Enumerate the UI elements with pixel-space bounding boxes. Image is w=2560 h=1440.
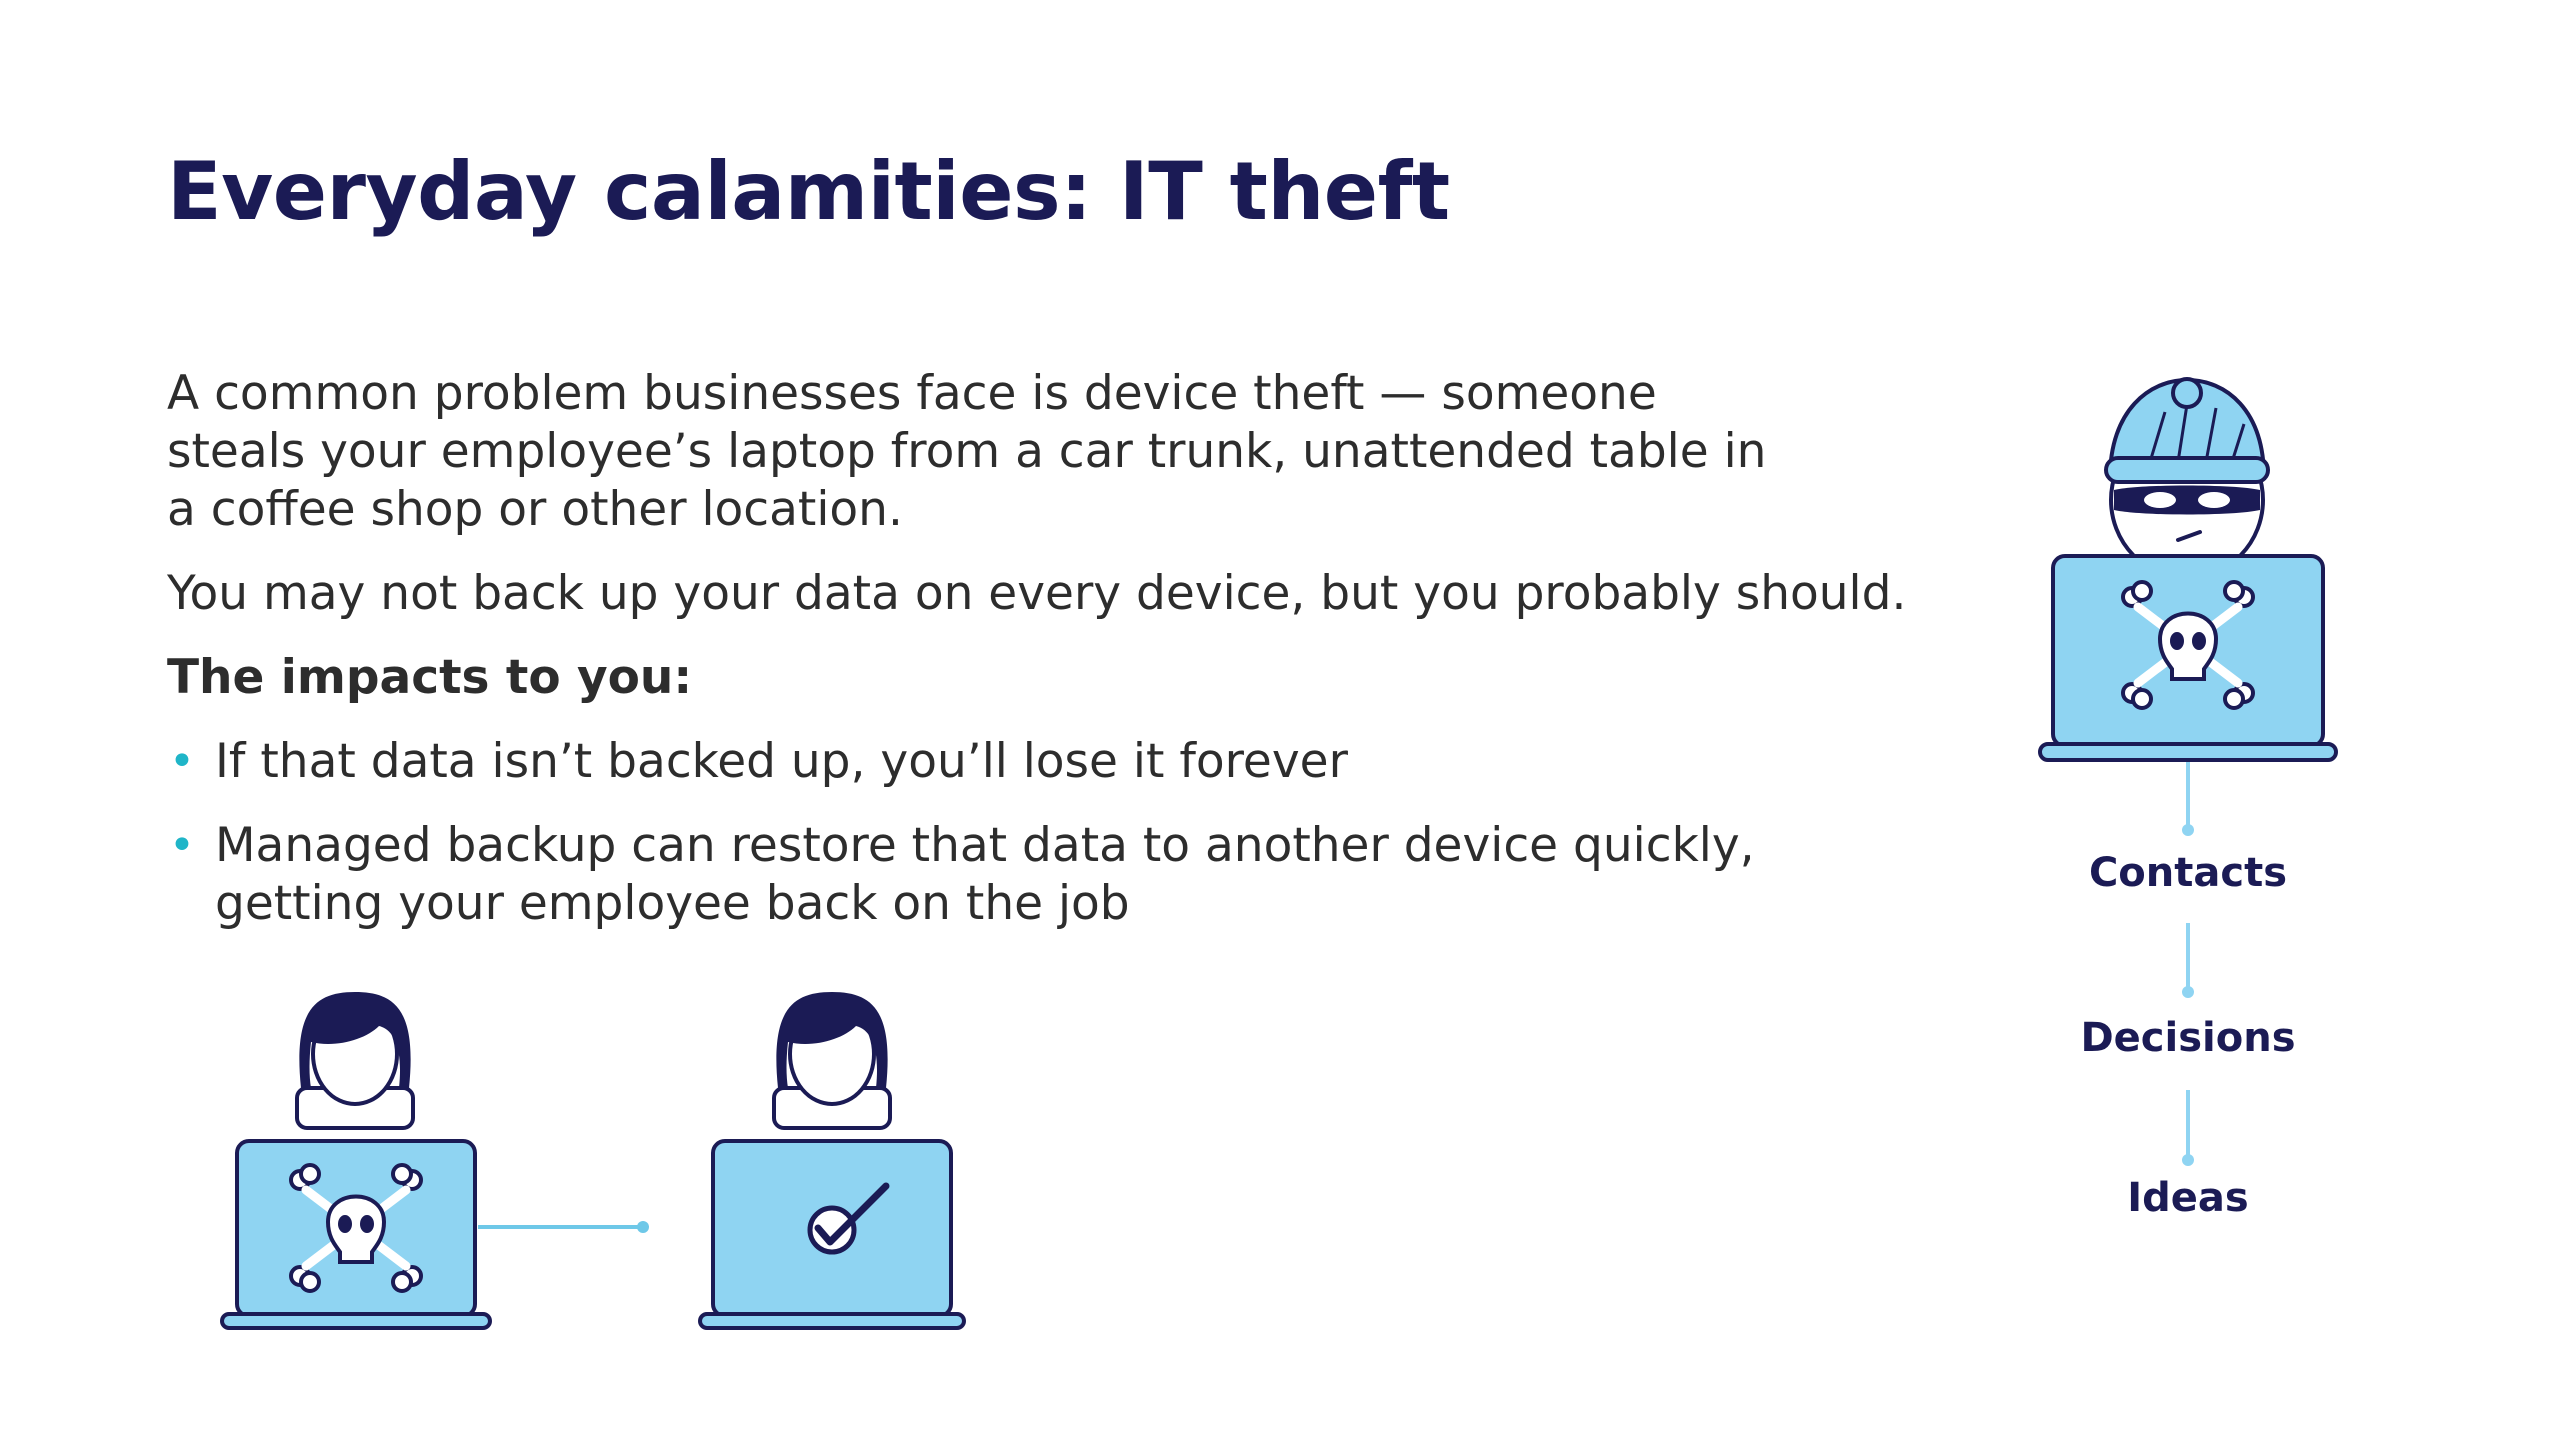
bullet-icon: •: [169, 736, 195, 787]
bullet-line: If that data isn’t backed up, you’ll lose it forever: [215, 734, 1348, 789]
employee-icon: [297, 992, 413, 1128]
bullet-line: getting your employee back on the job: [215, 876, 1130, 931]
arrow-right-icon: [478, 1221, 649, 1233]
flow-label-contacts: Contacts: [2088, 850, 2288, 896]
thief-icon: [2106, 379, 2268, 578]
backup-paragraph: You may not back up your data on every device, but you probably should.: [167, 566, 1907, 621]
flow-label-decisions: Decisions: [2080, 1015, 2296, 1061]
slide-title: Everyday calamities: IT theft: [167, 145, 1450, 238]
intro-line: steals your employee’s laptop from a car trunk, unattended table in: [167, 424, 1767, 479]
bullet-line: Managed backup can restore that data to another device quickly,: [215, 818, 1755, 873]
impacts-heading: The impacts to you:: [167, 650, 693, 705]
flow-label-ideas: Ideas: [2127, 1175, 2249, 1221]
employee-icon: [774, 992, 890, 1128]
intro-line: a coffee shop or other location.: [167, 482, 903, 537]
intro-line: A common problem businesses face is device theft — someone: [167, 366, 1657, 421]
bullet-icon: •: [169, 820, 195, 871]
